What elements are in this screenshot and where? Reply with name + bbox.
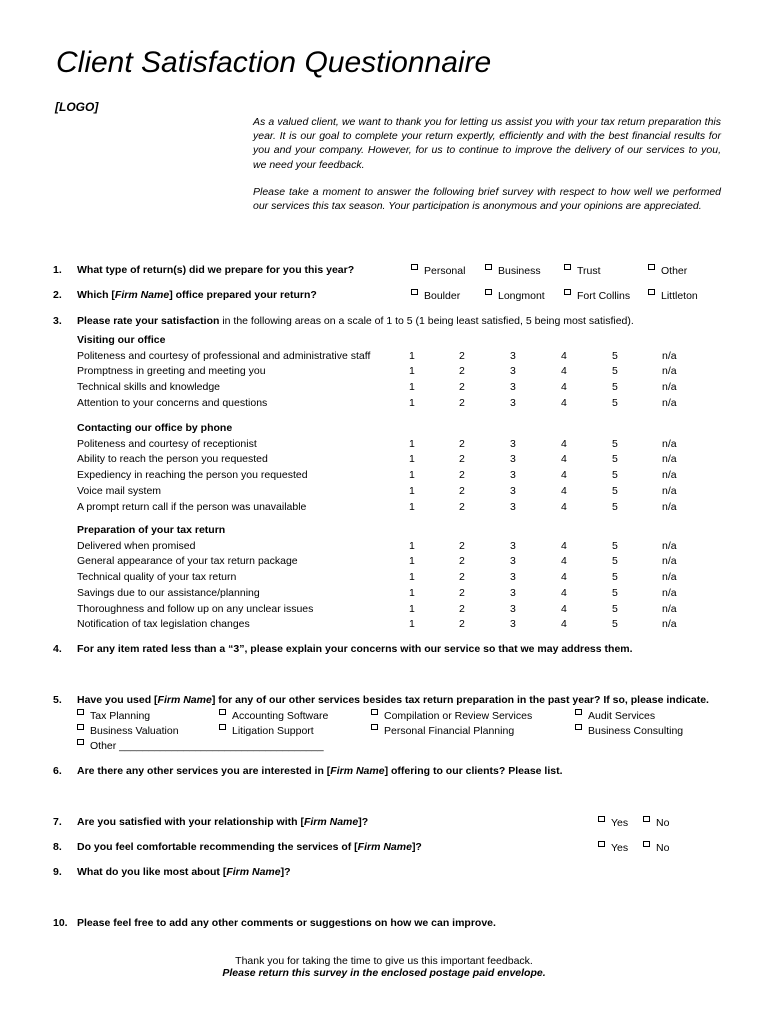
rating-option[interactable]: 2 <box>459 484 465 497</box>
rating-option[interactable]: 4 <box>561 618 567 631</box>
checkbox-icon[interactable] <box>598 816 605 822</box>
checkbox-icon[interactable] <box>371 709 378 715</box>
rating-option[interactable]: 5 <box>612 500 618 513</box>
checkbox-icon[interactable] <box>643 841 650 847</box>
rating-option[interactable]: n/a <box>662 484 677 497</box>
rating-option[interactable]: 3 <box>510 539 516 552</box>
rating-option[interactable]: 3 <box>510 484 516 497</box>
rating-option[interactable]: 2 <box>459 349 465 362</box>
rating-option[interactable]: 2 <box>459 396 465 409</box>
rating-item-label: Promptness in greeting and meeting you <box>77 365 266 378</box>
option-compilation-review[interactable]: Compilation or Review Services <box>371 709 532 722</box>
rating-option[interactable]: 5 <box>612 365 618 378</box>
rating-option[interactable]: 3 <box>510 571 516 584</box>
rating-option[interactable]: 5 <box>612 586 618 599</box>
intro-paragraph-2: Please take a moment to answer the following brief survey with respect to how well we performed our services this tax season. Your participation is anonymous and your opinions are appreciated. <box>253 186 721 213</box>
option-accounting-software[interactable]: Accounting Software <box>219 709 328 722</box>
option-fort-collins[interactable]: Fort Collins <box>564 289 630 302</box>
option-personal-financial-planning[interactable]: Personal Financial Planning <box>371 724 514 737</box>
rating-option[interactable]: n/a <box>662 586 677 599</box>
rating-option[interactable]: 5 <box>612 349 618 362</box>
rating-option[interactable]: 4 <box>561 349 567 362</box>
option-longmont[interactable]: Longmont <box>485 289 545 302</box>
question-number: 6. <box>53 765 62 777</box>
question-number: 1. <box>53 264 62 276</box>
option-audit-services[interactable]: Audit Services <box>575 709 655 722</box>
checkbox-icon[interactable] <box>648 264 655 270</box>
rating-option[interactable]: 5 <box>612 437 618 450</box>
rating-option[interactable]: n/a <box>662 500 677 513</box>
rating-item-label: Attention to your concerns and questions <box>77 396 268 409</box>
rating-option[interactable]: 2 <box>459 437 465 450</box>
rating-option[interactable]: 4 <box>561 500 567 513</box>
rating-option[interactable]: 3 <box>510 555 516 568</box>
option-tax-planning[interactable]: Tax Planning <box>77 709 150 722</box>
question-number: 9. <box>53 866 62 878</box>
rating-item-label: Delivered when promised <box>77 539 196 552</box>
rating-option[interactable]: 1 <box>409 602 415 615</box>
checkbox-icon[interactable] <box>219 724 226 730</box>
rating-item-label: Politeness and courtesy of receptionist <box>77 437 257 450</box>
page-title: Client Satisfaction Questionnaire <box>56 46 492 79</box>
question-9-text: What do you like most about [Firm Name]? <box>77 866 291 878</box>
rating-option[interactable]: 5 <box>612 396 618 409</box>
question-number: 8. <box>53 841 62 853</box>
rating-option[interactable]: n/a <box>662 381 677 394</box>
rating-option[interactable]: 2 <box>459 539 465 552</box>
rating-option[interactable]: 4 <box>561 437 567 450</box>
rating-item-label: Savings due to our assistance/planning <box>77 586 260 599</box>
checkbox-icon[interactable] <box>77 724 84 730</box>
option-business-consulting[interactable]: Business Consulting <box>575 724 683 737</box>
question-number: 7. <box>53 816 62 828</box>
rating-option[interactable]: 4 <box>561 381 567 394</box>
rating-option[interactable]: 5 <box>612 555 618 568</box>
rating-option[interactable]: 1 <box>409 539 415 552</box>
rating-option[interactable]: 3 <box>510 602 516 615</box>
rating-option[interactable]: 3 <box>510 618 516 631</box>
rating-option[interactable]: 5 <box>612 484 618 497</box>
rating-option[interactable]: 2 <box>459 381 465 394</box>
checkbox-icon[interactable] <box>77 739 84 745</box>
rating-item-label: Ability to reach the person you requested <box>77 453 268 466</box>
checkbox-icon[interactable] <box>219 709 226 715</box>
rating-option[interactable]: 2 <box>459 618 465 631</box>
checkbox-icon[interactable] <box>643 816 650 822</box>
option-littleton[interactable]: Littleton <box>648 289 698 302</box>
rating-option[interactable]: n/a <box>662 555 677 568</box>
rating-option[interactable]: 5 <box>612 571 618 584</box>
rating-option[interactable]: 4 <box>561 469 567 482</box>
rating-option[interactable]: n/a <box>662 453 677 466</box>
question-4-text: For any item rated less than a “3”, please explain your concerns with our service so that we may address them. <box>77 643 633 655</box>
rating-option[interactable]: 3 <box>510 381 516 394</box>
rating-option[interactable]: 3 <box>510 453 516 466</box>
question-3-text: Please rate your satisfaction in the following areas on a scale of 1 to 5 (1 being least satisfied, 5 being most satisfied). <box>77 315 634 327</box>
option-business[interactable]: Business <box>485 264 541 277</box>
rating-item-label: Expediency in reaching the person you requested <box>77 469 308 482</box>
rating-option[interactable]: 4 <box>561 453 567 466</box>
rating-option[interactable]: 4 <box>561 484 567 497</box>
option-boulder[interactable]: Boulder <box>411 289 460 302</box>
rating-option[interactable]: 3 <box>510 349 516 362</box>
rating-item-label: Technical skills and knowledge <box>77 381 220 394</box>
rating-option[interactable]: 2 <box>459 586 465 599</box>
rating-option[interactable]: 2 <box>459 571 465 584</box>
rating-option[interactable]: 2 <box>459 365 465 378</box>
rating-option[interactable]: 5 <box>612 453 618 466</box>
option-other-service[interactable]: Other ___________________________________ <box>77 739 324 752</box>
section-header: Preparation of your tax return <box>77 524 226 536</box>
rating-option[interactable]: 2 <box>459 500 465 513</box>
rating-option[interactable]: 5 <box>612 602 618 615</box>
logo-placeholder: [LOGO] <box>55 100 99 114</box>
checkbox-icon[interactable] <box>77 709 84 715</box>
rating-option[interactable]: 4 <box>561 602 567 615</box>
option-litigation-support[interactable]: Litigation Support <box>219 724 314 737</box>
rating-option[interactable]: 1 <box>409 349 415 362</box>
rating-option[interactable]: n/a <box>662 602 677 615</box>
rating-option[interactable]: n/a <box>662 539 677 552</box>
return-instructions: Please return this survey in the enclosed postage paid envelope. <box>222 967 546 979</box>
rating-option[interactable]: 1 <box>409 365 415 378</box>
question-number: 10. <box>53 917 68 929</box>
rating-option[interactable]: 3 <box>510 365 516 378</box>
checkbox-icon[interactable] <box>411 264 418 270</box>
rating-option[interactable]: n/a <box>662 365 677 378</box>
question-10-text: Please feel free to add any other comments or suggestions on how we can improve. <box>77 917 496 929</box>
rating-option[interactable]: 1 <box>409 469 415 482</box>
rating-item-label: Voice mail system <box>77 484 162 497</box>
rating-option[interactable]: 1 <box>409 396 415 409</box>
intro-paragraph: As a valued client, we want to thank you for letting us assist you with your tax return preparation this year. It is our goal to complete your return expertly, efficiently and with the best financial results for you and your company. However, for us to continue to improve the delivery of our services to you, we need your feedback. <box>253 116 721 171</box>
rating-option[interactable]: 4 <box>561 571 567 584</box>
option-trust[interactable]: Trust <box>564 264 601 277</box>
rating-item-label: A prompt return call if the person was unavailable <box>77 500 307 513</box>
rating-option[interactable]: 5 <box>612 381 618 394</box>
rating-item-label: Politeness and courtesy of professional and administrative staff <box>77 349 371 362</box>
rating-option[interactable]: n/a <box>662 618 677 631</box>
rating-option[interactable]: 1 <box>409 437 415 450</box>
question-number: 5. <box>53 694 62 706</box>
rating-option[interactable]: 5 <box>612 539 618 552</box>
rating-item-label: Notification of tax legislation changes <box>77 618 250 631</box>
rating-option[interactable]: 4 <box>561 396 567 409</box>
option-no[interactable]: No <box>643 816 669 829</box>
option-no[interactable]: No <box>643 841 669 854</box>
checkbox-icon[interactable] <box>575 724 582 730</box>
rating-option[interactable]: n/a <box>662 349 677 362</box>
question-2-text: Which [Firm Name] office prepared your return? <box>77 289 317 301</box>
rating-option[interactable]: 1 <box>409 555 415 568</box>
section-header: Contacting our office by phone <box>77 422 233 434</box>
rating-option[interactable]: n/a <box>662 571 677 584</box>
rating-item-label: Thoroughness and follow up on any unclear issues <box>77 602 314 615</box>
rating-option[interactable]: 4 <box>561 555 567 568</box>
rating-option[interactable]: 3 <box>510 586 516 599</box>
checkbox-icon[interactable] <box>648 289 655 295</box>
rating-option[interactable]: 3 <box>510 396 516 409</box>
rating-item-label: General appearance of your tax return package <box>77 555 298 568</box>
question-6-text: Are there any other services you are interested in [Firm Name] offering to our clients? Please list. <box>77 765 563 777</box>
checkbox-icon[interactable] <box>411 289 418 295</box>
rating-option[interactable]: 1 <box>409 484 415 497</box>
rating-option[interactable]: 2 <box>459 469 465 482</box>
question-number: 2. <box>53 289 62 301</box>
rating-option[interactable]: 5 <box>612 469 618 482</box>
rating-option[interactable]: n/a <box>662 437 677 450</box>
option-business-valuation[interactable]: Business Valuation <box>77 724 179 737</box>
checkbox-icon[interactable] <box>564 264 571 270</box>
rating-option[interactable]: 3 <box>510 469 516 482</box>
option-other[interactable]: Other <box>648 264 687 277</box>
question-8-text: Do you feel comfortable recommending the services of [Firm Name]? <box>77 841 422 853</box>
question-1-text: What type of return(s) did we prepare for you this year? <box>77 264 355 276</box>
question-5-text: Have you used [Firm Name] for any of our other services besides tax return preparation in the past year? If so, please indicate. <box>77 694 709 706</box>
rating-option[interactable]: 4 <box>561 539 567 552</box>
question-number: 3. <box>53 315 62 327</box>
rating-option[interactable]: 4 <box>561 586 567 599</box>
rating-option[interactable]: 1 <box>409 571 415 584</box>
option-personal[interactable]: Personal <box>411 264 465 277</box>
rating-option[interactable]: 1 <box>409 586 415 599</box>
rating-option[interactable]: 3 <box>510 437 516 450</box>
question-number: 4. <box>53 643 62 655</box>
checkbox-icon[interactable] <box>564 289 571 295</box>
rating-option[interactable]: 1 <box>409 381 415 394</box>
thank-you-note: Thank you for taking the time to give us this important feedback. <box>235 955 533 967</box>
rating-option[interactable]: 1 <box>409 618 415 631</box>
question-7-text: Are you satisfied with your relationship with [Firm Name]? <box>77 816 369 828</box>
checkbox-icon[interactable] <box>371 724 378 730</box>
rating-option[interactable]: n/a <box>662 469 677 482</box>
rating-option[interactable]: 4 <box>561 365 567 378</box>
rating-option[interactable]: 2 <box>459 555 465 568</box>
checkbox-icon[interactable] <box>485 264 492 270</box>
rating-option[interactable]: 5 <box>612 618 618 631</box>
rating-option[interactable]: 2 <box>459 453 465 466</box>
rating-option[interactable]: 1 <box>409 453 415 466</box>
checkbox-icon[interactable] <box>485 289 492 295</box>
rating-option[interactable]: n/a <box>662 396 677 409</box>
checkbox-icon[interactable] <box>598 841 605 847</box>
rating-option[interactable]: 3 <box>510 500 516 513</box>
section-header: Visiting our office <box>77 334 166 346</box>
rating-option[interactable]: 1 <box>409 500 415 513</box>
option-yes[interactable]: Yes <box>598 816 628 829</box>
checkbox-icon[interactable] <box>575 709 582 715</box>
option-yes[interactable]: Yes <box>598 841 628 854</box>
rating-item-label: Technical quality of your tax return <box>77 571 237 584</box>
rating-option[interactable]: 2 <box>459 602 465 615</box>
